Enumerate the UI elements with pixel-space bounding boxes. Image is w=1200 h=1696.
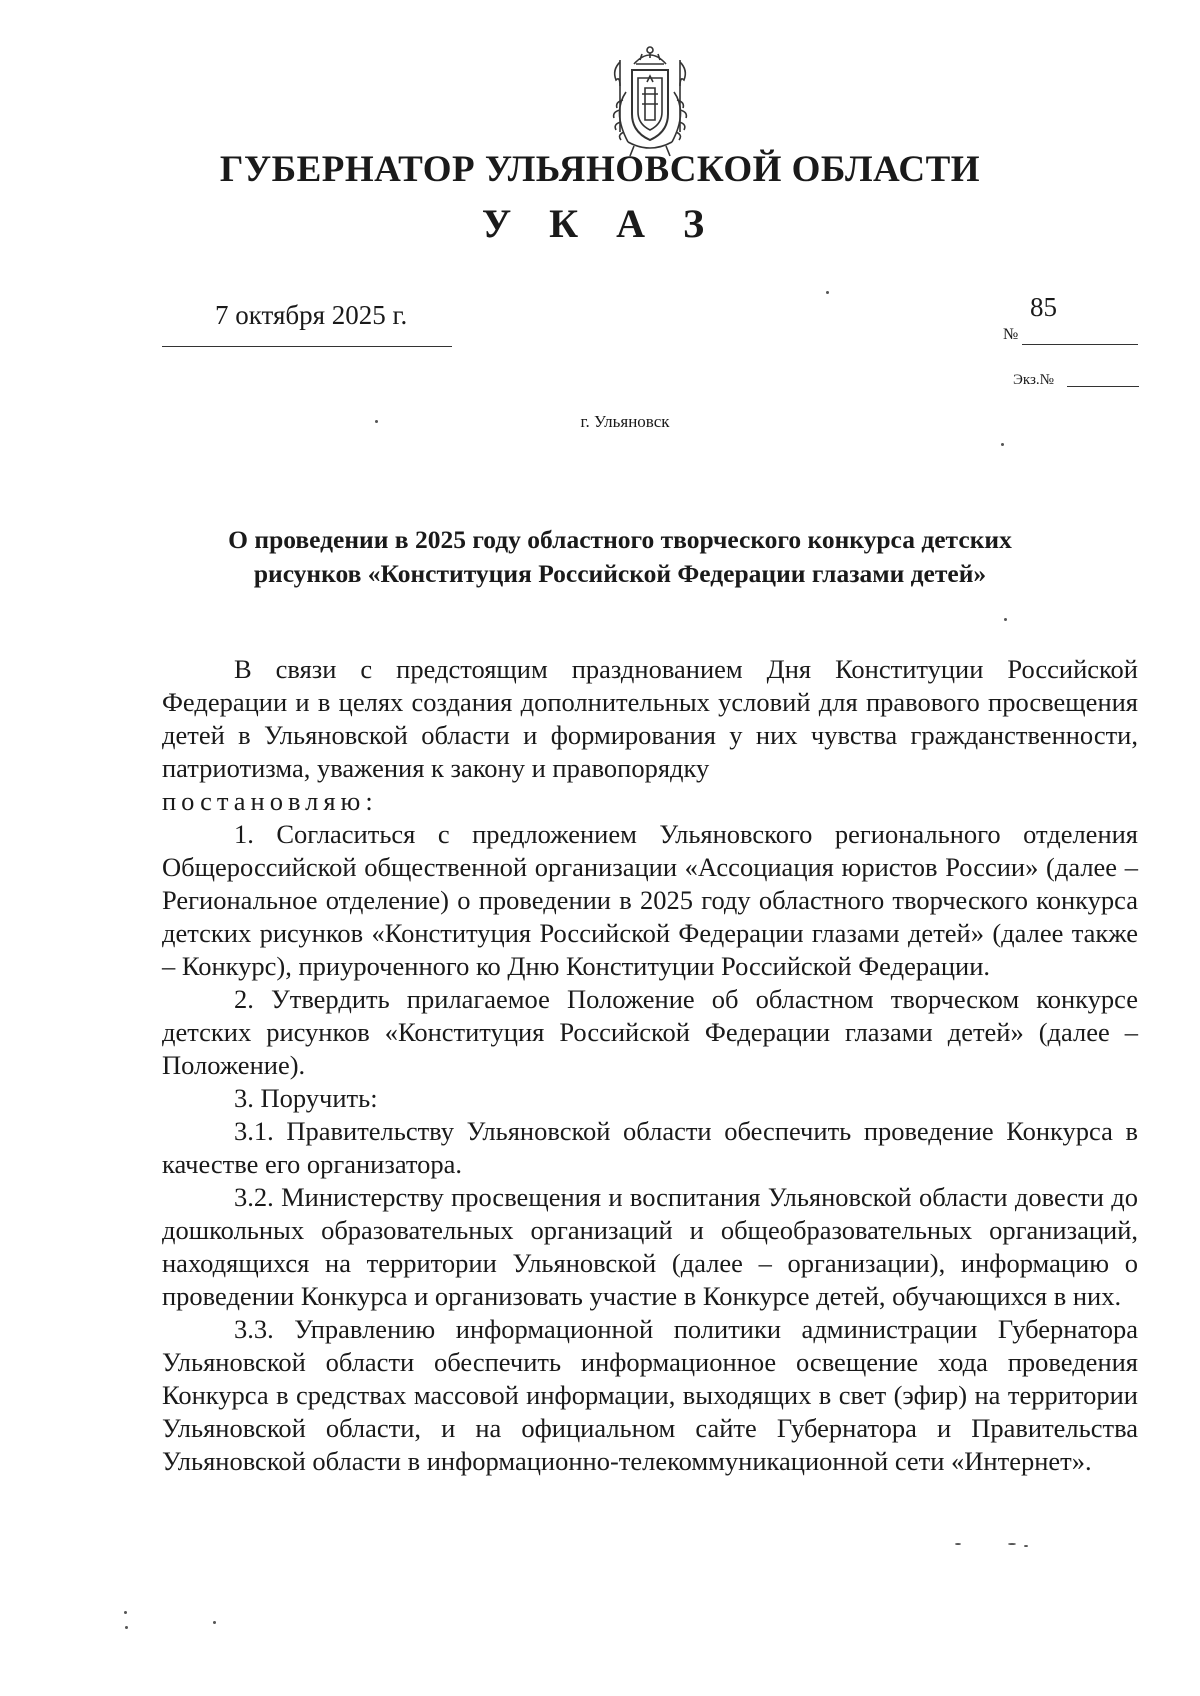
copy-number-label: Экз.№ — [1013, 372, 1054, 388]
paragraph-2: 2. Утвердить прилагаемое Положение об областном творческом конкурсе детских рисунков «Конституция Российской Федерации глазами детей» (далее – Положение). — [162, 984, 1138, 1080]
decree-title-line-2: рисунков «Конституция Российской Федерации глазами детей» — [253, 559, 987, 588]
number-label: № — [1003, 326, 1019, 343]
paragraph-3-3: 3.3. Управлению информационной политики администрации Губернатора Ульяновской области обеспечить информационное освещение хода проведения Конкурса в средствах массовой информации, выходящих в свет (эфир) на территории Ульяновской области, и на официальном сайте Губернатора и Правительства Ульяновской области в информационно-телекоммуникационной сети «Интернет». — [162, 1314, 1138, 1476]
scan-speck — [1024, 1545, 1028, 1547]
date-underline — [162, 346, 452, 347]
decree-word: постановляю: — [162, 786, 378, 816]
scan-speck — [955, 1543, 961, 1545]
preamble: В связи с предстоящим празднованием Дня Конституции Российской Федерации и в целях создания дополнительных условий для правового просвещения детей в Ульяновской области и формирования у них чувства гражданственности, патриотизма, уважения к закону и правопорядку — [162, 654, 1138, 783]
issue-city: г. Ульяновск — [580, 412, 670, 431]
scan-speck — [375, 420, 378, 423]
paragraph-3-2: 3.2. Министерству просвещения и воспитания Ульяновской области довести до дошкольных образовательных организаций и общеобразовательных организаций, находящихся на территории Ульяновской (далее – организации), информацию о проведении Конкурса и организовать участие в Конкурсе детей, обучающихся в них. — [162, 1182, 1138, 1311]
issuing-authority: ГУБЕРНАТОР УЛЬЯНОВСКОЙ ОБЛАСТИ — [219, 149, 981, 190]
scan-speck — [1008, 1543, 1016, 1545]
scan-speck — [1004, 618, 1007, 621]
copy-number-underline — [1067, 386, 1139, 387]
coat-of-arms-icon — [590, 42, 710, 158]
number-underline — [1022, 344, 1138, 345]
scan-speck — [213, 1621, 216, 1624]
paragraph-3: 3. Поручить: — [234, 1083, 378, 1113]
paragraph-1: 1. Согласиться с предложением Ульяновского регионального отделения Общероссийской общественной организации «Ассоциация юристов России» (далее – Региональное отделение) о проведении в 2025 году областного творческого конкурса детских рисунков «Конституция Российской Федерации глазами детей» (далее также – Конкурс), приуроченного ко Дню Конституции Российской Федерации. — [162, 819, 1138, 981]
scan-speck — [124, 1611, 127, 1614]
scan-speck — [826, 291, 829, 294]
paragraph-3-1: 3.1. Правительству Ульяновской области обеспечить проведение Конкурса в качестве его организатора. — [162, 1116, 1138, 1179]
decree-date: 7 октября 2025 г. — [215, 300, 408, 330]
decree-number: 85 — [1030, 292, 1057, 322]
scan-speck — [125, 1626, 128, 1629]
document-type: У К А З — [481, 201, 719, 246]
decree-body — [162, 653, 1138, 1478]
scan-speck — [1001, 443, 1004, 446]
decree-title — [170, 523, 1070, 591]
decree-title-line-1: О проведении в 2025 году областного творческого конкурса детских — [228, 525, 1012, 554]
